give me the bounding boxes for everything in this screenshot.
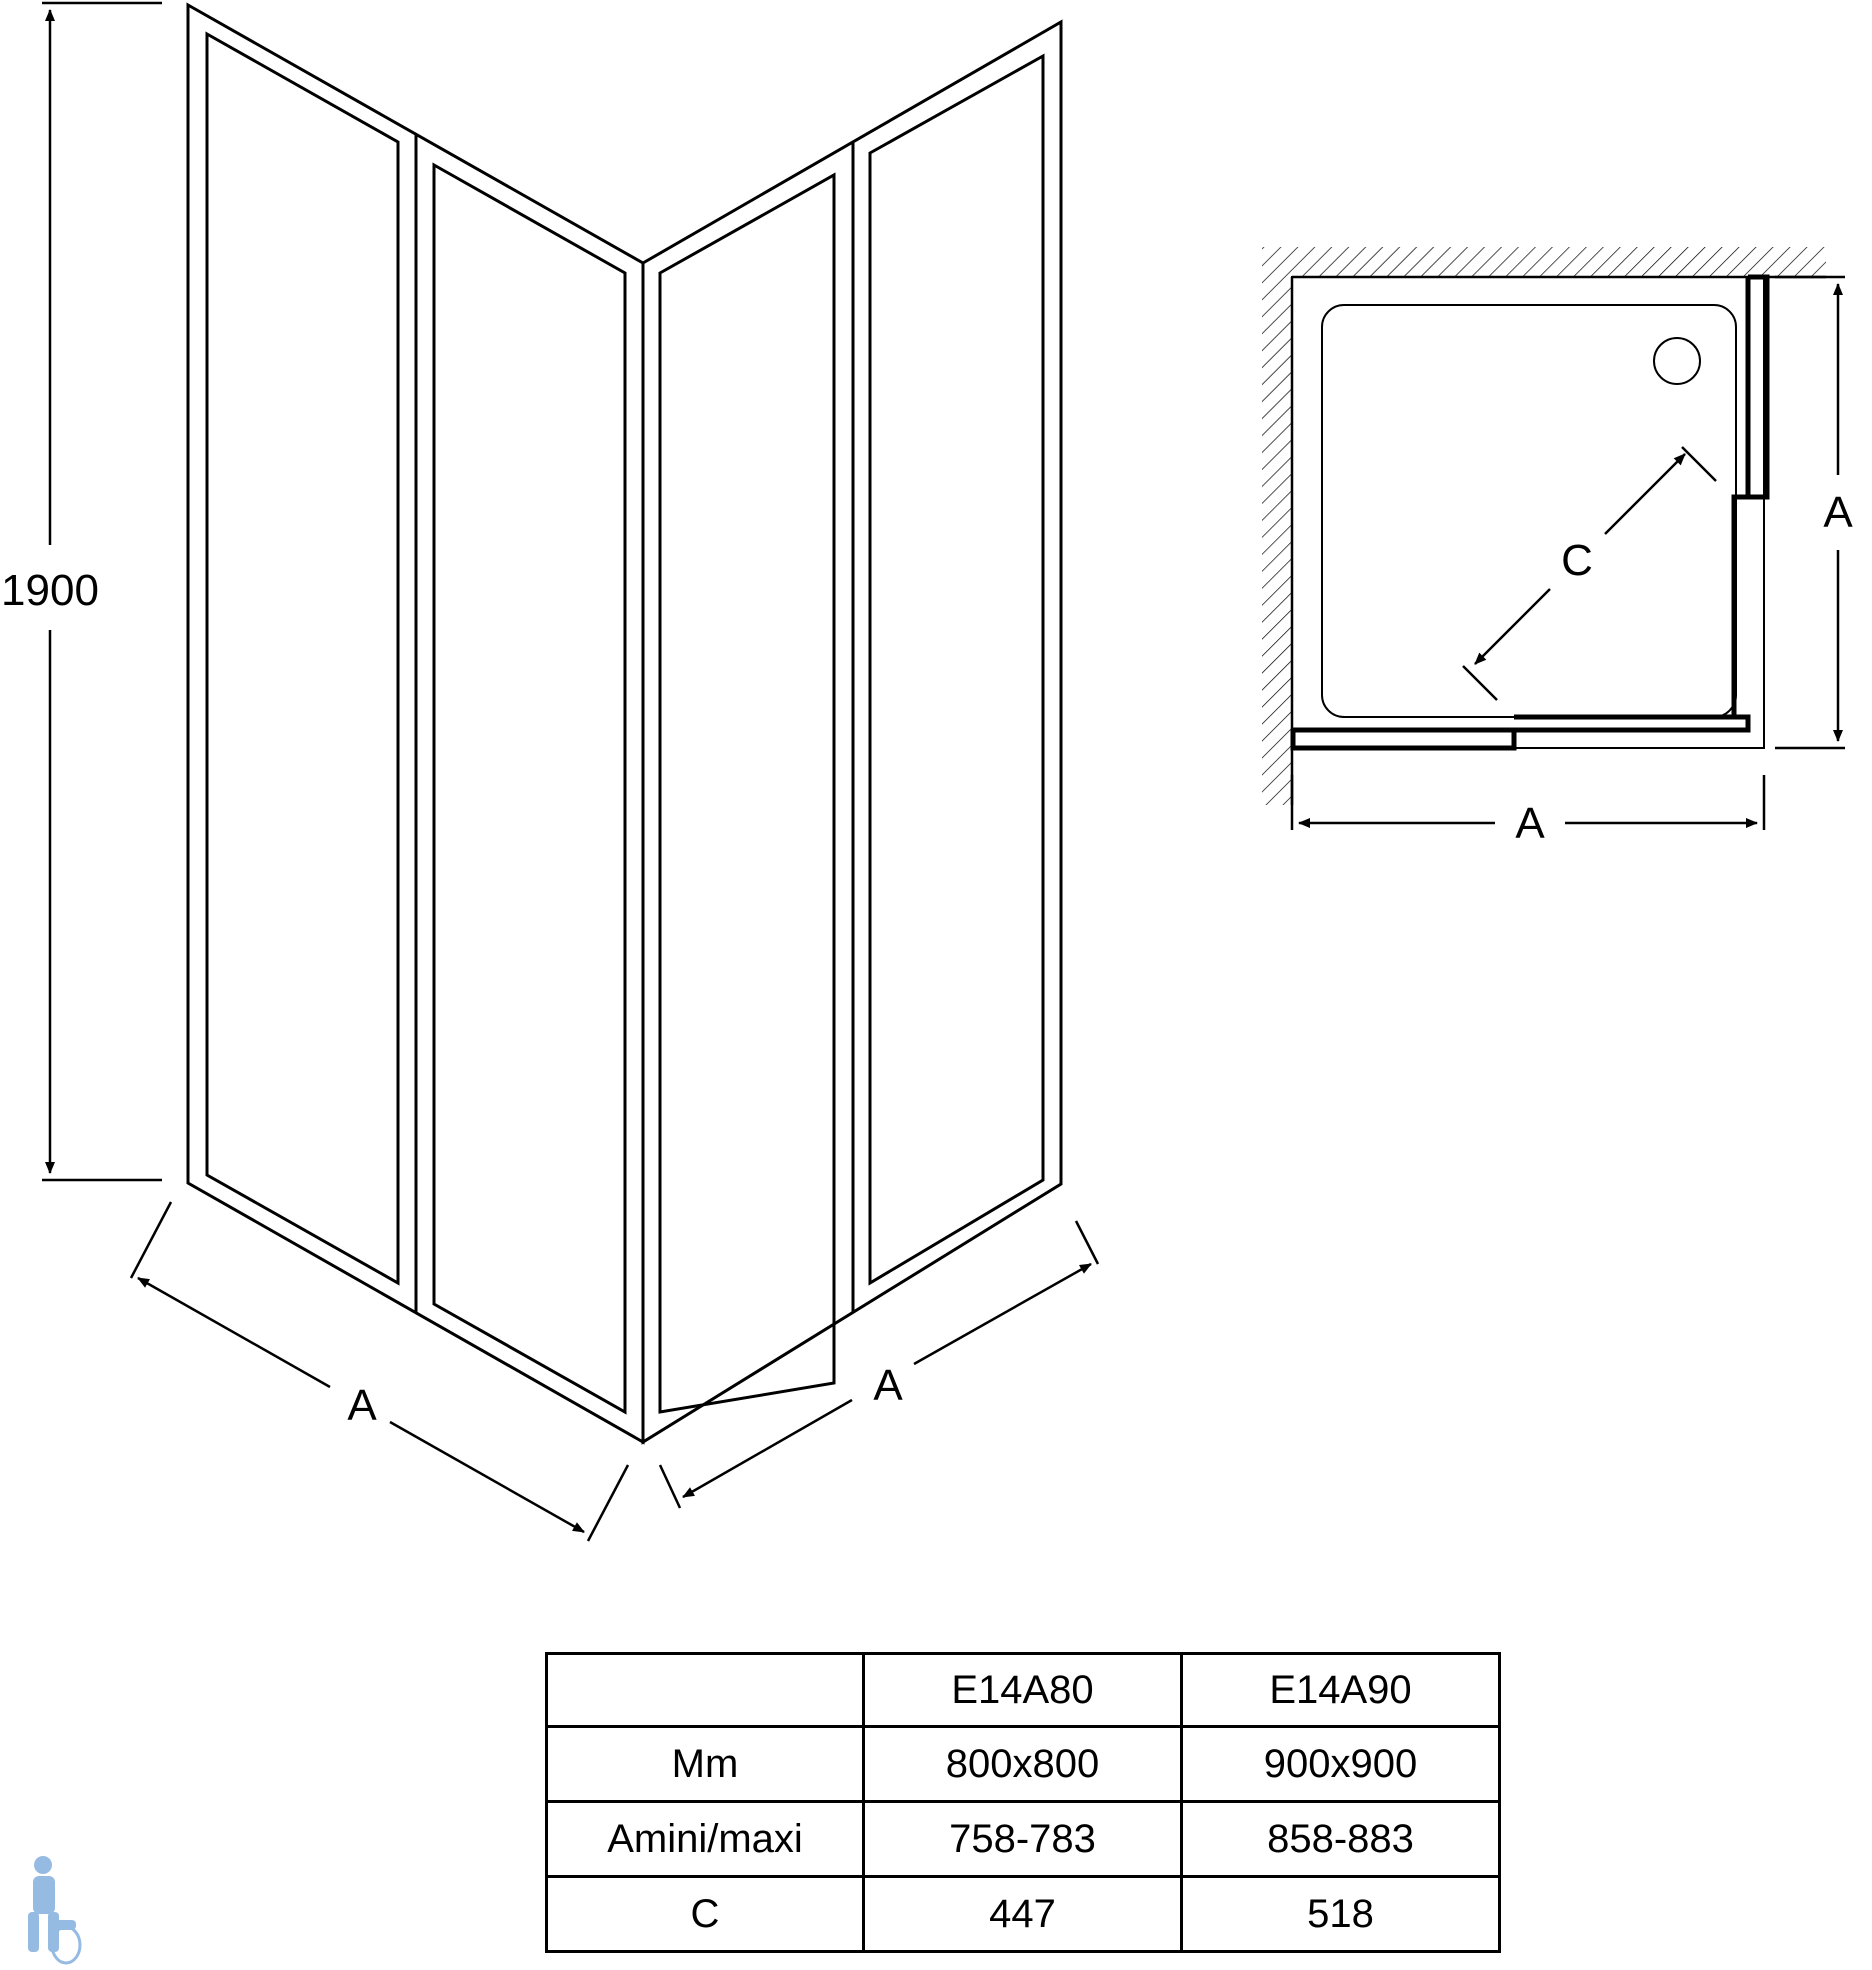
spec-row-label: Mm [547, 1727, 864, 1802]
spec-cell: 447 [864, 1877, 1182, 1952]
isometric-enclosure [188, 5, 1061, 1442]
left-panel-outer-glass [207, 34, 398, 1283]
spec-cell: 900x900 [1182, 1727, 1500, 1802]
spec-table [545, 1652, 1501, 1953]
spec-header-cell: E14A90 [1182, 1654, 1500, 1727]
spec-cell: 858-883 [1182, 1802, 1500, 1877]
plan-view [1262, 247, 1853, 848]
drain-icon [1654, 338, 1700, 384]
shower-tray-outline [1292, 277, 1764, 748]
plan-depth-label: A [1823, 488, 1853, 537]
spec-header-cell [547, 1654, 864, 1727]
spec-row-label: Amini/maxi [547, 1802, 864, 1877]
spec-table-row [547, 1877, 1500, 1952]
spec-table-row [547, 1727, 1500, 1802]
iso-width-label-left: A [347, 1381, 377, 1430]
spec-cell: 800x800 [864, 1727, 1182, 1802]
wall-hatch-left [1262, 247, 1292, 805]
height-label: 1900 [1, 566, 99, 615]
plan-diagonal-label: C [1561, 536, 1593, 585]
right-panel-outer-glass [870, 56, 1043, 1283]
track-bottom-outer [1293, 730, 1514, 748]
wall-hatch-top [1292, 247, 1826, 277]
shower-tray-basin [1322, 305, 1736, 717]
plan-width-label: A [1515, 799, 1545, 848]
spec-cell: 758-783 [864, 1802, 1182, 1877]
spec-table-header-row [547, 1654, 1500, 1727]
spec-header-cell: E14A80 [864, 1654, 1182, 1727]
track-right-inner [1734, 497, 1748, 717]
spec-row-label: C [547, 1877, 864, 1952]
iso-width-label-right: A [873, 1361, 903, 1410]
track-bottom-inner [1514, 717, 1748, 730]
spec-cell: 518 [1182, 1877, 1500, 1952]
right-panel-inner-glass [660, 175, 834, 1412]
plumber-figure-icon [28, 1856, 80, 1963]
left-panel-inner-glass [434, 165, 625, 1412]
spec-table-row [547, 1802, 1500, 1877]
